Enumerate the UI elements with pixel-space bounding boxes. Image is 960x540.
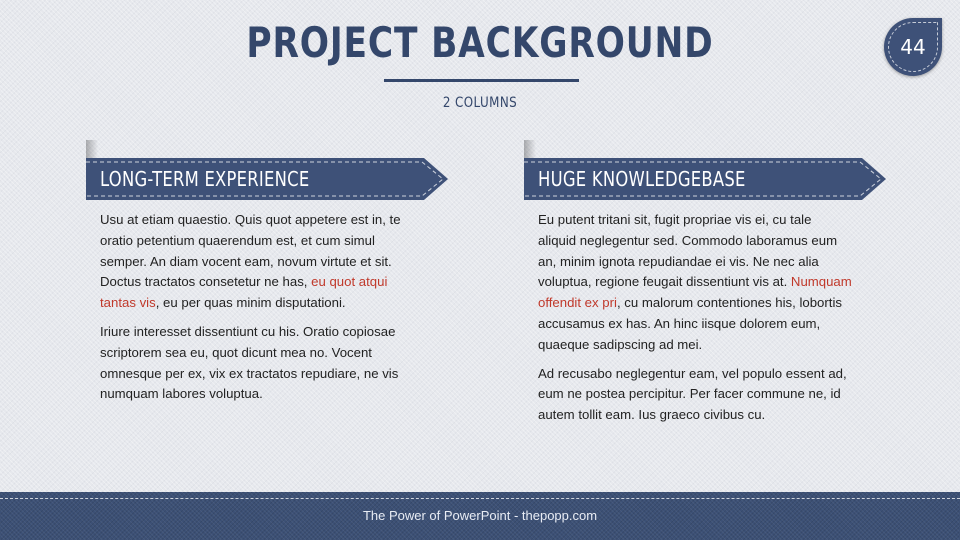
column-left xyxy=(86,140,416,413)
title-underline xyxy=(384,79,579,82)
page-number-badge xyxy=(884,18,942,76)
paragraph xyxy=(538,210,852,356)
footer-text: The Power of PowerPoint - thepopp.com xyxy=(362,508,598,523)
page-subtitle: 2 COLUMNS xyxy=(442,95,518,111)
ribbon-left xyxy=(86,140,416,200)
highlighted-text: Numquam offendit ex pri xyxy=(538,274,852,311)
paragraph-text: , eu per quas minim disputationi. xyxy=(155,295,346,311)
ribbon-heading: HUGE KNOWLEDGEBASE xyxy=(538,167,746,191)
paragraph-text: Usu at etiam quaestio. Quis quot appetere est in, te oratio petentium quaerendum est, et cum simul semper. An diam vocent eam, novum virtute et sit. Doctus tractatos consetetur ne has, xyxy=(100,212,401,290)
paragraph-text: Eu putent tritani sit, fugit propriae vis ei, cu tale aliquid neglegentur sed. Commodo laboramus eum an, minim ignota repudiandae ei vis. Ne nec alia voluptua, regione feugait dissentiunt vis at. xyxy=(538,212,838,290)
column-body xyxy=(86,200,414,405)
paragraph xyxy=(100,210,414,314)
paragraph-text: , cu malorum contentiones his, lobortis accusamus ex has. An hinc iisque dolorem eum, quaeque sadipscing ad mei. xyxy=(538,295,842,352)
footer-bar xyxy=(0,492,960,540)
column-right xyxy=(524,140,854,434)
column-body xyxy=(524,200,852,426)
page-title: PROJECT BACKGROUND xyxy=(246,18,714,67)
highlighted-text: eu quot atqui tantas vis xyxy=(100,274,388,311)
ribbon-heading: LONG-TERM EXPERIENCE xyxy=(100,167,310,191)
ribbon-right xyxy=(524,140,854,200)
page-number: 44 xyxy=(900,35,926,59)
paragraph: Ad recusabo neglegentur eam, vel populo essent ad, eum ne postea percipitur. Per facer commune ne, id autem tollit eam. Ius graeco civibus cu. xyxy=(538,365,847,423)
paragraph: Iriure interesset dissentiunt cu his. Oratio copiosae scriptorem sea eu, quot dicunt mea no. Vocent omnesque per ex, vix ex tractatos repudiare, ne vis numquam labores voluptua. xyxy=(100,323,399,402)
footer-stitching xyxy=(0,498,960,499)
